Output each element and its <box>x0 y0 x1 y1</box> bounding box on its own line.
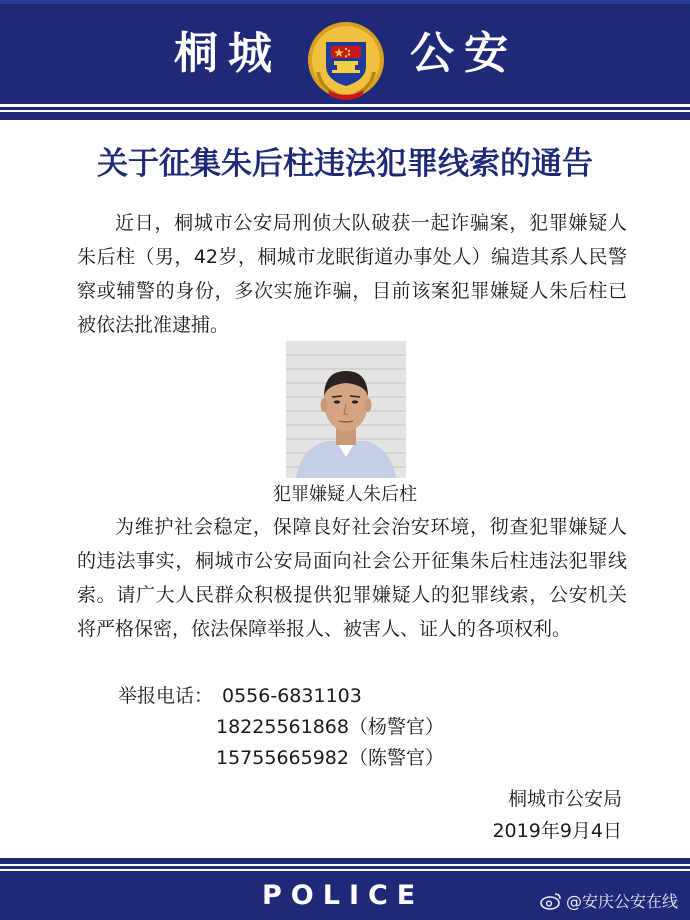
signature-organization: 桐城市公安局 <box>507 788 622 810</box>
watermark-text: @安庆公安在线 <box>565 892 678 911</box>
notice-title: 关于征集朱后柱违法犯罪线索的通告 <box>97 146 593 182</box>
footer-divider-line <box>0 864 690 866</box>
signature-date: 2019年9月4日 <box>492 820 622 842</box>
footer-divider-line-2 <box>0 869 690 871</box>
suspect-photo <box>286 341 406 478</box>
header-divider-line-2 <box>0 110 690 112</box>
photo-caption: 犯罪嫌疑人朱后柱 <box>273 484 417 505</box>
header-police-text: 公安 <box>410 28 518 79</box>
report-phone-label: 举报电话： <box>118 685 214 707</box>
suspect-photo-image <box>286 341 406 478</box>
header-city-text: 桐城 <box>174 28 282 79</box>
source-watermark <box>540 890 678 914</box>
weibo-icon <box>540 892 562 910</box>
notice-paragraph-2: 为维护社会稳定，保障良好社会治安环境，彻查犯罪嫌疑人的违法事实，桐城市公安局面向社会公开征集朱后柱违法犯罪线索。请广大人民群众积极提供犯罪嫌疑人的犯罪线索，公安机关将严格保密，依法保障举报人、被害人、证人的各项权利。 <box>77 516 627 640</box>
report-phone-3: 15755665982（陈警官） <box>216 747 444 769</box>
header-divider-line <box>0 104 690 107</box>
header-banner <box>0 0 690 120</box>
police-emblem-icon <box>306 20 386 102</box>
header-top-stripe <box>0 0 690 4</box>
footer-police-label: POLICE <box>262 880 425 911</box>
report-phone-2: 18225561868（杨警官） <box>216 716 444 738</box>
report-phone-1: 0556-6831103 <box>222 685 362 707</box>
notice-paragraph-1: 近日，桐城市公安局刑侦大队破获一起诈骗案，犯罪嫌疑人朱后柱（男，42岁，桐城市龙眠街道办事处人）编造其系人民警察或辅警的身份，多次实施诈骗，目前该案犯罪嫌疑人朱后柱已被依法批准逮捕。 <box>77 212 627 336</box>
